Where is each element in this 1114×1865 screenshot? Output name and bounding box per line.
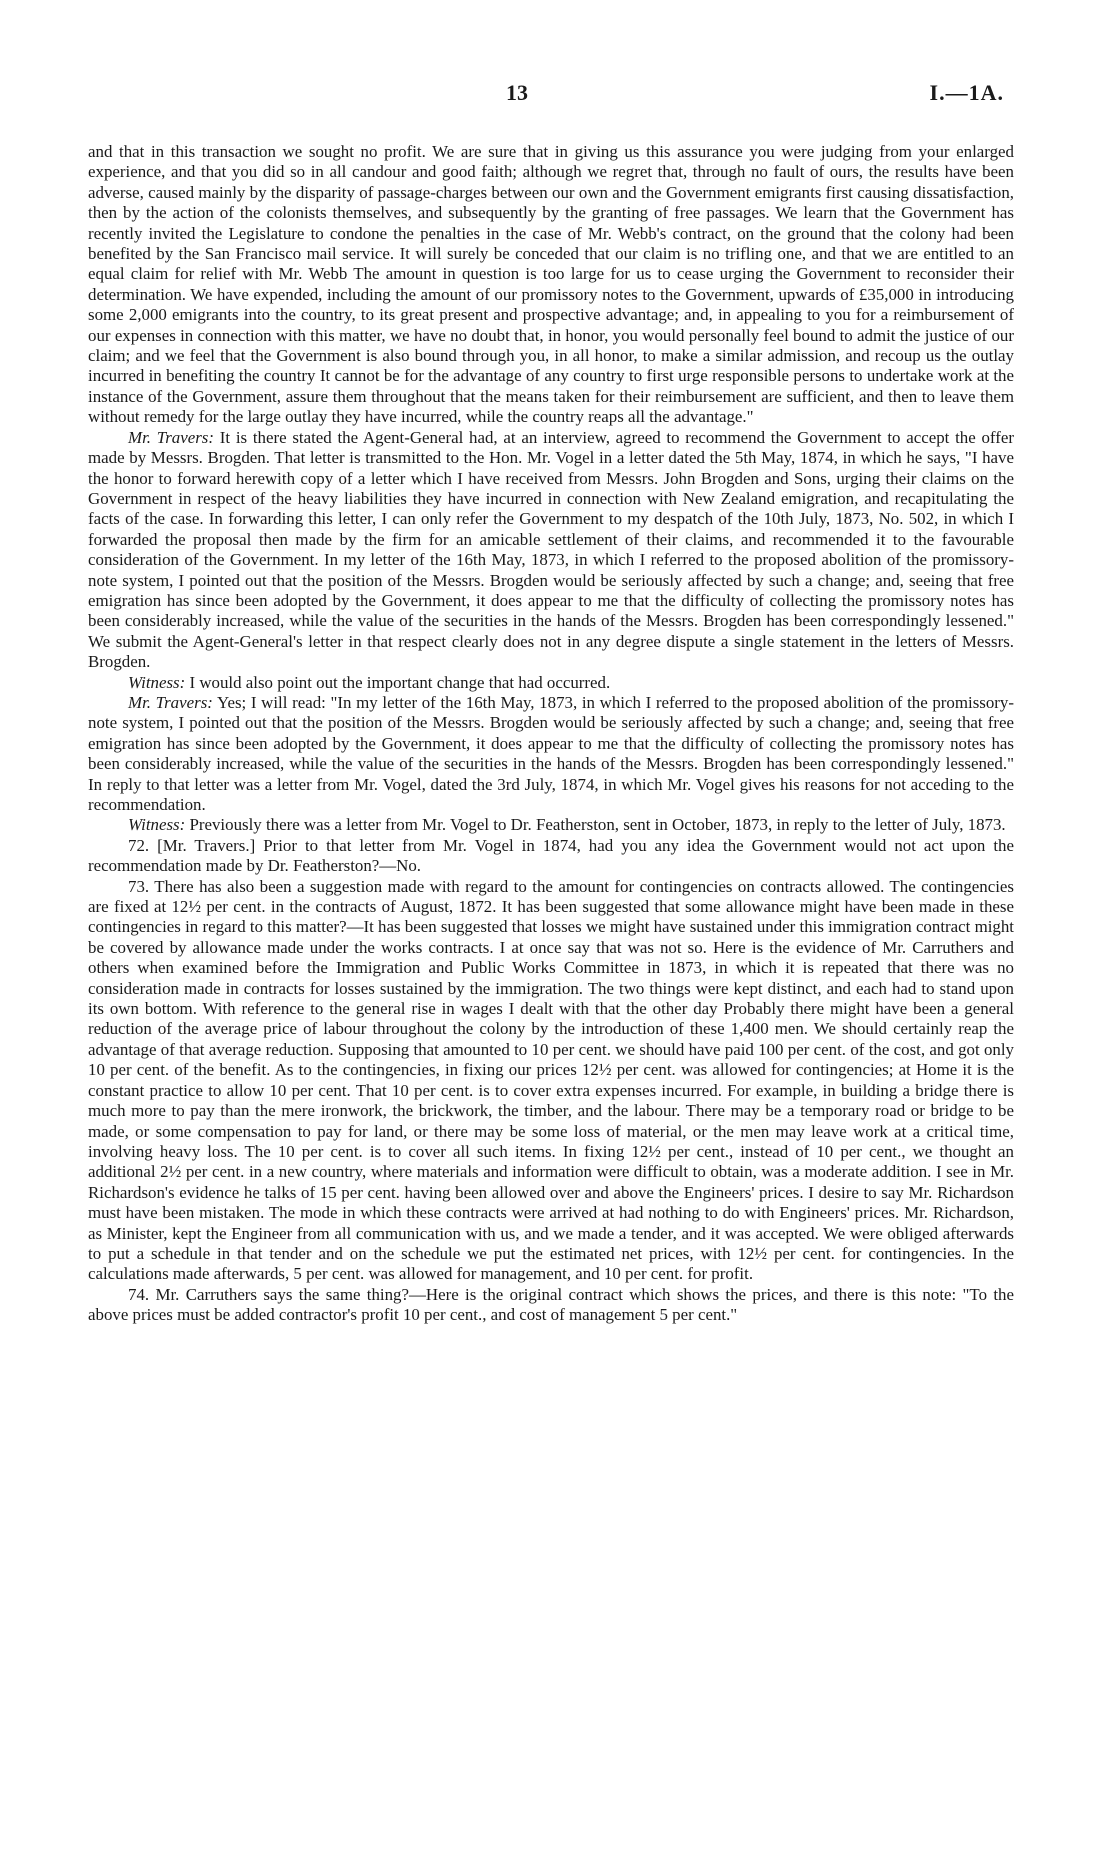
speaker-label: Witness: — [128, 672, 186, 692]
paragraph-text: I would also point out the important change that had occurred. — [185, 672, 611, 692]
paragraph-text: It is there stated the Agent-General had, at an interview, agreed to recommend the Government to accept the offer made by Messrs. Brogden. That letter is transmitted to the Hon. Mr. Vogel in a letter dated the 5th May, 1874, in which he says, "I have the honor to forward herewith copy of a letter which I have received from Messrs. John Brogden and Sons, urging their claims on the Government in respect of the heavy liabilities they have incurred in connection with New Zealand emigration, and recapitulating the facts of the case. In forwarding this letter, I can only refer the Government to my despatch of the 10th July, 1873, No. 502, in which I forwarded the proposal then made by the firm for an amicable settlement of their claims, and recommended it to the favourable consideration of the Government. In my letter of the 16th May, 1873, in which I referred to the proposed abolition of the promissory-note system, I pointed out that the position of the Messrs. Brogden would be seriously affected by such a change; and, seeing that free emigration has since been adopted by the Government, it does appear to me that the difficulty of collecting the promissory notes has been considerably increased, while the value of the securities in the hands of the Messrs. Brogden has been correspondingly lessened." We submit the Agent-General's letter in that respect clearly does not in any degree dispute a single statement in the letters of Messrs. Brogden. — [88, 427, 1014, 672]
paragraph-text: 73. There has also been a suggestion made with regard to the amount for contingencies on contracts allowed. The contingencies are fixed at 12½ per cent. in the contracts of August, 1872. It has been suggested that some allowance might have been made in these contingencies in regard to this matter?—It has been suggested that losses we might have sustained under this immigration contract might be covered by allowance made under the works contracts. I at once say that was not so. Here is the evidence of Mr. Carruthers and others when examined before the Immigration and Public Works Committee in 1873, in which it is repeated that there was no consideration made in contracts for losses sustained by the immigration. The two things were kept distinct, and each had to stand upon its own bottom. With reference to the general rise in wages I dealt with that the other day Probably there might have been a general reduction of the average price of labour throughout the colony by the introduction of these 1,400 men. We should certainly reap the advantage of that average reduction. Supposing that amounted to 10 per cent. we should have paid 100 per cent. of the cost, and got only 10 per cent. of the benefit. As to the contingencies, in fixing our prices 12½ per cent. was allowed for contingencies; at Home it is the constant practice to allow 10 per cent. That 10 per cent. is to cover extra expenses incurred. For example, in building a bridge there is much more to pay than the mere ironwork, the brickwork, the timber, and the labour. There may be a temporary road or bridge to be made, or some compensation to pay for land, or there may be some loss of material, or the men may leave work at a critical time, involving heavy loss. The 10 per cent. is to cover all such items. In fixing 12½ per cent., instead of 10 per cent., we thought an additional 2½ per cent. in a new country, where materials and information were difficult to obtain, was a moderate addition. I see in Mr. Richardson's evidence he talks of 15 per cent. having been allowed over and above the Engineers' prices. I desire to say Mr. Richardson must have been mistaken. The mode in which these contracts were arrived at had nothing to do with Engineers' prices. Mr. Richardson, as Minister, kept the Engineer from all communication with us, and we made a tender, and it was accepted. We were obliged afterwards to put a schedule in that tender and on the schedule we put the estimated net prices, with 12½ per cent. for contingencies. In the calculations made afterwards, 5 per cent. was allowed for management, and 10 per cent. for profit. — [88, 876, 1014, 1284]
speaker-label: Mr. Travers: — [128, 427, 214, 447]
paragraph — [88, 1285, 1014, 1326]
paragraph-text: Previously there was a letter from Mr. Vogel to Dr. Featherston, sent in October, 1873, in reply to the letter of July, 1873. — [185, 815, 1006, 835]
paragraph — [88, 815, 1014, 835]
paragraph — [88, 428, 1014, 673]
paragraph — [88, 673, 1014, 693]
paragraph-text: 72. [Mr. Travers.] Prior to that letter from Mr. Vogel in 1874, had you any idea the Government would not act upon the recommendation made by Dr. Featherston?—No. — [88, 835, 1014, 876]
paragraph — [88, 693, 1014, 815]
paragraph — [88, 836, 1014, 877]
page-header — [0, 80, 1114, 110]
paragraph-text: Yes; I will read: "In my letter of the 16th May, 1873, in which I referred to the proposed abolition of the promissory-note system, I pointed out that the position of the Messrs. Brogden would be seriously affected by such a change; and, seeing that free emigration has since been adopted by the Government, it does appear to me that the difficulty of collecting the promissory notes has been considerably increased, while the value of the securities in the hands of the Messrs. Brogden has been correspondingly lessened." In reply to that letter was a letter from Mr. Vogel, dated the 3rd July, 1874, in which Mr. Vogel gives his reasons for not acceding to the recommendation. — [88, 692, 1014, 814]
paragraph — [88, 877, 1014, 1285]
speaker-label: Witness: — [128, 815, 186, 835]
paragraph — [88, 142, 1014, 428]
page-number: 13 — [506, 80, 528, 105]
document-reference: I.—1A. — [929, 80, 1004, 105]
body-text — [88, 142, 1014, 1326]
paragraph-text: 74. Mr. Carruthers says the same thing?—Here is the original contract which shows the prices, and there is this note: "To the above prices must be added contractor's profit 10 per cent., and cost of management 5 per cent." — [88, 1284, 1014, 1325]
speaker-label: Mr. Travers: — [128, 692, 213, 712]
paragraph-text: and that in this transaction we sought no profit. We are sure that in giving us this assurance you were judging from your enlarged experience, and that you did so in all candour and good faith; although we regret that, through no fault of ours, the results have been adverse, caused mainly by the disparity of passage-charges between our own and the Government emigrants first causing dissatisfaction, then by the action of the colonists themselves, and subsequently by the granting of free passages. We learn that the Government has recently invited the Legislature to condone the penalties in the case of Mr. Webb's contract, on the ground that the colony had been benefited by the San Francisco mail service. It will surely be conceded that our claim is no trifling one, and that we are entitled to an equal claim for relief with Mr. Webb The amount in question is too large for us to cease urging the Government to reconsider their determination. We have expended, including the amount of our promissory notes to the Government, upwards of £35,000 in introducing some 2,000 emigrants into the country, to its great present and prospective advantage; and, in appealing to you for a reimbursement of our expenses in connection with this matter, we have no doubt that, in honor, you would personally feel bound to admit the justice of our claim; and we feel that the Government is also bound through you, in all honor, to make a similar admission, and recoup us the outlay incurred in benefiting the country It cannot be for the advantage of any country to first urge responsible persons to undertake work at the instance of the Government, assure them throughout that the means taken for their reimbursement are sufficient, and then to leave them without remedy for the large outlay they have incurred, while the country reaps all the advantage." — [88, 142, 1014, 427]
